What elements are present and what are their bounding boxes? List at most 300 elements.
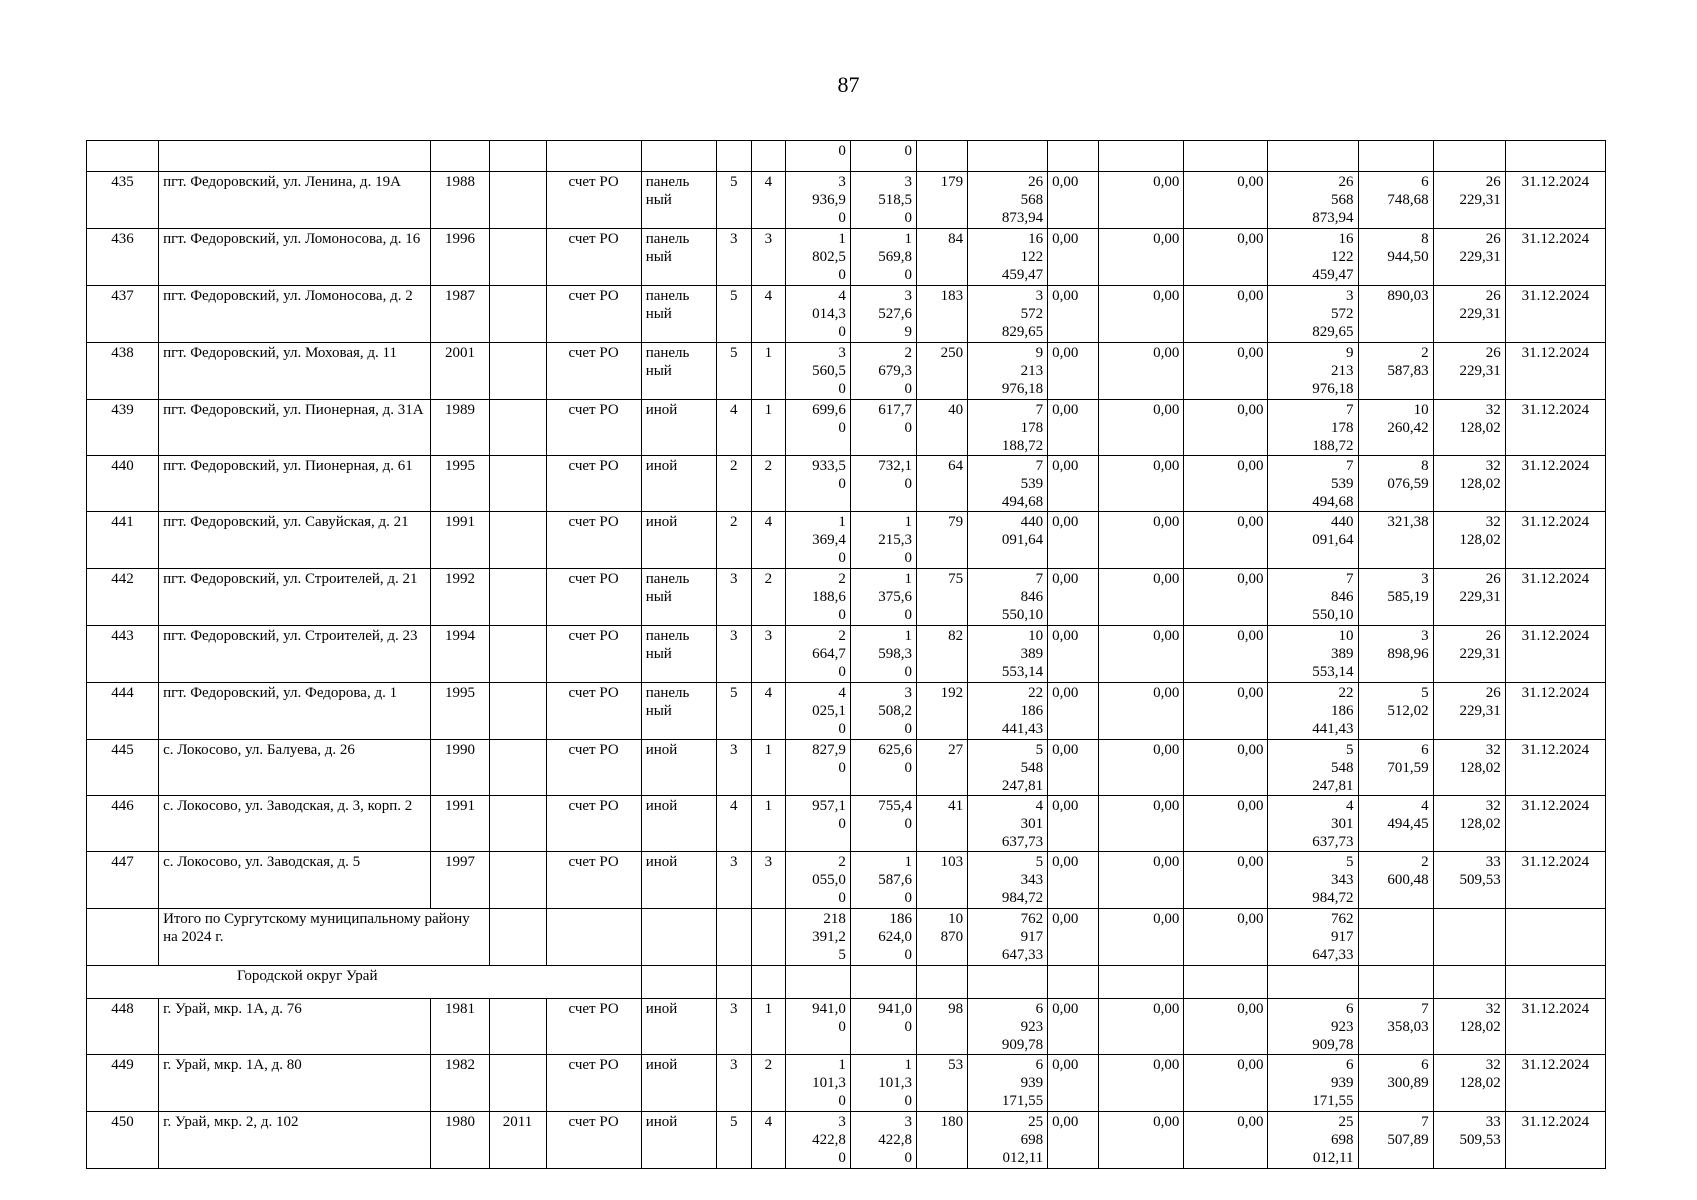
living-area-cell: 3 422,8 0 <box>850 1112 916 1169</box>
fund-owners-cell: 22 186 441,43 <box>1268 683 1358 740</box>
address-cell: пгт. Федоровский, ул. Моховая, д. 11 <box>159 343 431 400</box>
wall-material-cell: иной <box>641 999 716 1055</box>
unit-cost-cell: 6 748,68 <box>1358 172 1433 229</box>
cost-cell: 22 186 441,43 <box>968 683 1048 740</box>
living-area-cell: 941,0 0 <box>850 999 916 1055</box>
max-unit-cost-cell: 32 128,02 <box>1433 400 1505 456</box>
living-area-cell: 755,4 0 <box>850 796 916 852</box>
unit-cost-cell: 321,38 <box>1358 512 1433 569</box>
residents-cell: 180 <box>917 1112 968 1169</box>
residents-cell: 103 <box>917 852 968 909</box>
address-cell: г. Урай, мкр. 2, д. 102 <box>159 1112 431 1169</box>
residents-cell: 192 <box>917 683 968 740</box>
fund-federal-cell: 0,00 <box>1048 999 1099 1055</box>
row-number-cell: 440 <box>87 456 159 512</box>
residents-cell: 27 <box>917 740 968 796</box>
residents-cell: 84 <box>917 229 968 286</box>
row-number-cell: 441 <box>87 512 159 569</box>
fund-source-cell: счет РО <box>546 1112 641 1169</box>
table-cell <box>716 141 751 172</box>
total-area-cell: 957,1 0 <box>785 796 850 852</box>
fund-regional-cell: 0,00 <box>1099 740 1184 796</box>
living-area-cell: 1 598,3 0 <box>850 626 916 683</box>
fund-regional-cell: 0,00 <box>1099 286 1184 343</box>
year-built-cell: 1988 <box>431 172 489 229</box>
table-cell <box>716 909 751 966</box>
year-commission-cell <box>489 456 546 512</box>
cost-cell: 6 939 171,55 <box>968 1055 1048 1112</box>
table-cell <box>489 141 546 172</box>
table-cell <box>968 141 1048 172</box>
wall-material-cell: иной <box>641 796 716 852</box>
address-cell: пгт. Федоровский, ул. Федорова, д. 1 <box>159 683 431 740</box>
entrances-cell: 1 <box>751 999 785 1055</box>
floors-cell: 3 <box>716 740 751 796</box>
subtotal-label: Итого по Сургутскому муниципальному району на 2024 г. <box>159 909 489 966</box>
row-number-cell: 447 <box>87 852 159 909</box>
year-commission-cell <box>489 229 546 286</box>
fund-source-cell: счет РО <box>546 999 641 1055</box>
fund-source-cell: счет РО <box>546 172 641 229</box>
year-built-cell: 1997 <box>431 852 489 909</box>
fund-federal-cell: 0,00 <box>1048 569 1099 626</box>
fund-owners-cell: 7 178 188,72 <box>1268 400 1358 456</box>
unit-cost-cell: 2 600,48 <box>1358 852 1433 909</box>
year-built-cell: 1991 <box>431 512 489 569</box>
fund-local-cell: 0,00 <box>1184 1055 1268 1112</box>
wall-material-cell: иной <box>641 512 716 569</box>
fund-regional-cell: 0,00 <box>1099 172 1184 229</box>
year-commission-cell <box>489 626 546 683</box>
fund-owners-cell: 10 389 553,14 <box>1268 626 1358 683</box>
table-cell <box>1099 141 1184 172</box>
max-unit-cost-cell: 32 128,02 <box>1433 999 1505 1055</box>
address-cell: пгт. Федоровский, ул. Пионерная, д. 61 <box>159 456 431 512</box>
floors-cell: 3 <box>716 1055 751 1112</box>
total-area-cell: 2 055,0 0 <box>785 852 850 909</box>
subtotal-living-area: 186 624,0 0 <box>850 909 916 966</box>
wall-material-cell: панель ный <box>641 626 716 683</box>
fund-owners-cell: 440 091,64 <box>1268 512 1358 569</box>
fund-local-cell: 0,00 <box>1184 343 1268 400</box>
table-cell: 0 <box>850 141 916 172</box>
year-commission-cell <box>489 1055 546 1112</box>
max-unit-cost-cell: 26 229,31 <box>1433 172 1505 229</box>
fund-owners-cell: 5 343 984,72 <box>1268 852 1358 909</box>
total-area-cell: 1 101,3 0 <box>785 1055 850 1112</box>
wall-material-cell: иной <box>641 852 716 909</box>
deadline-cell: 31.12.2024 <box>1505 740 1605 796</box>
wall-material-cell: иной <box>641 740 716 796</box>
total-area-cell: 4 025,1 0 <box>785 683 850 740</box>
entrances-cell: 4 <box>751 172 785 229</box>
living-area-cell: 1 375,6 0 <box>850 569 916 626</box>
entrances-cell: 2 <box>751 456 785 512</box>
residents-cell: 179 <box>917 172 968 229</box>
cost-cell: 25 698 012,11 <box>968 1112 1048 1169</box>
fund-owners-cell: 6 923 909,78 <box>1268 999 1358 1055</box>
table-cell <box>968 966 1048 999</box>
living-area-cell: 1 101,3 0 <box>850 1055 916 1112</box>
fund-regional-cell: 0,00 <box>1099 626 1184 683</box>
living-area-cell: 1 569,8 0 <box>850 229 916 286</box>
address-cell: пгт. Федоровский, ул. Ленина, д. 19А <box>159 172 431 229</box>
table-cell: 0 <box>785 141 850 172</box>
entrances-cell: 3 <box>751 626 785 683</box>
fund-local-cell: 0,00 <box>1184 796 1268 852</box>
floors-cell: 5 <box>716 343 751 400</box>
unit-cost-cell: 5 512,02 <box>1358 683 1433 740</box>
deadline-cell: 31.12.2024 <box>1505 343 1605 400</box>
total-area-cell: 3 422,8 0 <box>785 1112 850 1169</box>
wall-material-cell: иной <box>641 400 716 456</box>
entrances-cell: 2 <box>751 1055 785 1112</box>
cost-cell: 16 122 459,47 <box>968 229 1048 286</box>
wall-material-cell: панель ный <box>641 229 716 286</box>
entrances-cell: 1 <box>751 740 785 796</box>
max-unit-cost-cell: 32 128,02 <box>1433 796 1505 852</box>
address-cell: пгт. Федоровский, ул. Ломоносова, д. 16 <box>159 229 431 286</box>
total-area-cell: 2 188,6 0 <box>785 569 850 626</box>
year-built-cell: 1987 <box>431 286 489 343</box>
year-built-cell: 1980 <box>431 1112 489 1169</box>
floors-cell: 3 <box>716 852 751 909</box>
fund-federal-cell: 0,00 <box>1048 172 1099 229</box>
residents-cell: 98 <box>917 999 968 1055</box>
floors-cell: 4 <box>716 796 751 852</box>
year-commission-cell <box>489 512 546 569</box>
table-row <box>87 626 1606 683</box>
year-commission-cell <box>489 683 546 740</box>
fund-owners-cell: 4 301 637,73 <box>1268 796 1358 852</box>
table-cell <box>1099 966 1184 999</box>
table-cell <box>641 966 716 999</box>
fund-regional-cell: 0,00 <box>1099 456 1184 512</box>
table-row <box>87 569 1606 626</box>
residents-cell: 82 <box>917 626 968 683</box>
cost-cell: 26 568 873,94 <box>968 172 1048 229</box>
unit-cost-cell: 6 300,89 <box>1358 1055 1433 1112</box>
fund-regional-cell: 0,00 <box>1099 512 1184 569</box>
fund-source-cell: счет РО <box>546 229 641 286</box>
total-area-cell: 2 664,7 0 <box>785 626 850 683</box>
cost-cell: 7 539 494,68 <box>968 456 1048 512</box>
fund-federal-cell: 0,00 <box>1048 400 1099 456</box>
table-cell <box>1048 966 1099 999</box>
fund-source-cell: счет РО <box>546 286 641 343</box>
entrances-cell: 4 <box>751 512 785 569</box>
fund-source-cell: счет РО <box>546 343 641 400</box>
row-number-cell: 438 <box>87 343 159 400</box>
subtotal-fund-federal: 0,00 <box>1048 909 1099 966</box>
max-unit-cost-cell: 32 128,02 <box>1433 512 1505 569</box>
table-cell <box>917 966 968 999</box>
year-commission-cell <box>489 740 546 796</box>
fund-federal-cell: 0,00 <box>1048 626 1099 683</box>
fund-owners-cell: 5 548 247,81 <box>1268 740 1358 796</box>
fund-local-cell: 0,00 <box>1184 456 1268 512</box>
table-cell <box>489 909 546 966</box>
subtotal-fund-owners: 762 917 647,33 <box>1268 909 1358 966</box>
deadline-cell: 31.12.2024 <box>1505 456 1605 512</box>
page-number: 87 <box>837 72 860 97</box>
fund-federal-cell: 0,00 <box>1048 796 1099 852</box>
fund-local-cell: 0,00 <box>1184 626 1268 683</box>
table-cell <box>1268 966 1358 999</box>
max-unit-cost-cell: 26 229,31 <box>1433 569 1505 626</box>
table-cell <box>1358 966 1433 999</box>
total-area-cell: 1 802,5 0 <box>785 229 850 286</box>
wall-material-cell: панель ный <box>641 172 716 229</box>
max-unit-cost-cell: 32 128,02 <box>1433 740 1505 796</box>
entrances-cell: 2 <box>751 569 785 626</box>
row-number-cell: 446 <box>87 796 159 852</box>
residents-cell: 64 <box>917 456 968 512</box>
floors-cell: 5 <box>716 683 751 740</box>
table-cell <box>1358 141 1433 172</box>
cost-cell: 7 846 550,10 <box>968 569 1048 626</box>
table-cell <box>159 141 431 172</box>
row-number-cell: 443 <box>87 626 159 683</box>
total-area-cell: 1 369,4 0 <box>785 512 850 569</box>
unit-cost-cell: 7 507,89 <box>1358 1112 1433 1169</box>
fund-federal-cell: 0,00 <box>1048 740 1099 796</box>
wall-material-cell: панель ный <box>641 343 716 400</box>
residents-cell: 41 <box>917 796 968 852</box>
living-area-cell: 617,7 0 <box>850 400 916 456</box>
floors-cell: 5 <box>716 172 751 229</box>
table-cell <box>785 966 850 999</box>
table-row <box>87 456 1606 512</box>
deadline-cell: 31.12.2024 <box>1505 626 1605 683</box>
cost-cell: 5 548 247,81 <box>968 740 1048 796</box>
fund-local-cell: 0,00 <box>1184 683 1268 740</box>
deadline-cell: 31.12.2024 <box>1505 229 1605 286</box>
floors-cell: 3 <box>716 569 751 626</box>
max-unit-cost-cell: 26 229,31 <box>1433 683 1505 740</box>
fund-source-cell: счет РО <box>546 512 641 569</box>
wall-material-cell: панель ный <box>641 683 716 740</box>
table-cell <box>1184 966 1268 999</box>
subtotal-fund-local: 0,00 <box>1184 909 1268 966</box>
fund-regional-cell: 0,00 <box>1099 343 1184 400</box>
total-area-cell: 699,6 0 <box>785 400 850 456</box>
year-built-cell: 1989 <box>431 400 489 456</box>
residents-cell: 250 <box>917 343 968 400</box>
unit-cost-cell: 3 898,96 <box>1358 626 1433 683</box>
table-row <box>87 512 1606 569</box>
year-commission-cell <box>489 569 546 626</box>
table-cell <box>1268 141 1358 172</box>
fund-local-cell: 0,00 <box>1184 172 1268 229</box>
table-cell <box>716 966 751 999</box>
fund-federal-cell: 0,00 <box>1048 286 1099 343</box>
table-cell <box>1358 909 1433 966</box>
deadline-cell: 31.12.2024 <box>1505 286 1605 343</box>
unit-cost-cell: 10 260,42 <box>1358 400 1433 456</box>
unit-cost-cell: 8 076,59 <box>1358 456 1433 512</box>
total-area-cell: 3 560,5 0 <box>785 343 850 400</box>
living-area-cell: 3 518,5 0 <box>850 172 916 229</box>
floors-cell: 5 <box>716 1112 751 1169</box>
table-cell <box>1433 966 1505 999</box>
subtotal-residents: 10 870 <box>917 909 968 966</box>
row-number-cell: 445 <box>87 740 159 796</box>
fund-regional-cell: 0,00 <box>1099 1055 1184 1112</box>
fund-source-cell: счет РО <box>546 852 641 909</box>
fund-regional-cell: 0,00 <box>1099 683 1184 740</box>
entrances-cell: 4 <box>751 683 785 740</box>
living-area-cell: 625,6 0 <box>850 740 916 796</box>
table-row <box>87 852 1606 909</box>
address-cell: пгт. Федоровский, ул. Строителей, д. 23 <box>159 626 431 683</box>
entrances-cell: 1 <box>751 400 785 456</box>
fund-regional-cell: 0,00 <box>1099 569 1184 626</box>
cost-cell: 7 178 188,72 <box>968 400 1048 456</box>
floors-cell: 4 <box>716 400 751 456</box>
table-row <box>87 999 1606 1055</box>
deadline-cell: 31.12.2024 <box>1505 999 1605 1055</box>
address-cell: с. Локосово, ул. Балуева, д. 26 <box>159 740 431 796</box>
fund-federal-cell: 0,00 <box>1048 683 1099 740</box>
max-unit-cost-cell: 33 509,53 <box>1433 1112 1505 1169</box>
table-cell <box>546 141 641 172</box>
deadline-cell: 31.12.2024 <box>1505 796 1605 852</box>
entrances-cell: 1 <box>751 796 785 852</box>
table-row <box>87 683 1606 740</box>
entrances-cell: 4 <box>751 1112 785 1169</box>
fund-regional-cell: 0,00 <box>1099 1112 1184 1169</box>
subtotal-fund-regional: 0,00 <box>1099 909 1184 966</box>
total-area-cell: 827,9 0 <box>785 740 850 796</box>
residents-cell: 183 <box>917 286 968 343</box>
deadline-cell: 31.12.2024 <box>1505 400 1605 456</box>
entrances-cell: 1 <box>751 343 785 400</box>
row-number-cell: 435 <box>87 172 159 229</box>
max-unit-cost-cell: 32 128,02 <box>1433 456 1505 512</box>
unit-cost-cell: 7 358,03 <box>1358 999 1433 1055</box>
fund-owners-cell: 3 572 829,65 <box>1268 286 1358 343</box>
table-cell <box>1433 141 1505 172</box>
table-cell <box>1505 966 1605 999</box>
year-built-cell: 1994 <box>431 626 489 683</box>
residents-cell: 40 <box>917 400 968 456</box>
year-built-cell: 1995 <box>431 456 489 512</box>
cost-cell: 3 572 829,65 <box>968 286 1048 343</box>
row-number-cell: 437 <box>87 286 159 343</box>
max-unit-cost-cell: 26 229,31 <box>1433 286 1505 343</box>
max-unit-cost-cell: 26 229,31 <box>1433 626 1505 683</box>
year-commission-cell <box>489 286 546 343</box>
address-cell: пгт. Федоровский, ул. Ломоносова, д. 2 <box>159 286 431 343</box>
residents-cell: 79 <box>917 512 968 569</box>
fund-local-cell: 0,00 <box>1184 1112 1268 1169</box>
address-cell: пгт. Федоровский, ул. Пионерная, д. 31А <box>159 400 431 456</box>
row-number-cell: 448 <box>87 999 159 1055</box>
max-unit-cost-cell: 26 229,31 <box>1433 343 1505 400</box>
address-cell: пгт. Федоровский, ул. Савуйская, д. 21 <box>159 512 431 569</box>
table-cell <box>1048 141 1099 172</box>
subtotal-row <box>87 909 1606 966</box>
table-cell <box>641 141 716 172</box>
table-row <box>87 343 1606 400</box>
cost-cell: 6 923 909,78 <box>968 999 1048 1055</box>
row-number-cell: 436 <box>87 229 159 286</box>
table-cell <box>1184 141 1268 172</box>
fund-regional-cell: 0,00 <box>1099 400 1184 456</box>
deadline-cell: 31.12.2024 <box>1505 683 1605 740</box>
fund-owners-cell: 7 846 550,10 <box>1268 569 1358 626</box>
year-commission-cell <box>489 172 546 229</box>
fund-owners-cell: 25 698 012,11 <box>1268 1112 1358 1169</box>
max-unit-cost-cell: 32 128,02 <box>1433 1055 1505 1112</box>
year-commission-cell <box>489 400 546 456</box>
table-cell <box>87 909 159 966</box>
living-area-cell: 1 215,3 0 <box>850 512 916 569</box>
fund-federal-cell: 0,00 <box>1048 1112 1099 1169</box>
max-unit-cost-cell: 33 509,53 <box>1433 852 1505 909</box>
year-built-cell: 2001 <box>431 343 489 400</box>
fund-local-cell: 0,00 <box>1184 229 1268 286</box>
table-row <box>87 1112 1606 1169</box>
year-commission-cell <box>489 999 546 1055</box>
fund-regional-cell: 0,00 <box>1099 852 1184 909</box>
deadline-cell: 31.12.2024 <box>1505 1055 1605 1112</box>
cost-cell: 10 389 553,14 <box>968 626 1048 683</box>
entrances-cell: 3 <box>751 852 785 909</box>
address-cell: г. Урай, мкр. 1А, д. 80 <box>159 1055 431 1112</box>
table-cell <box>546 909 641 966</box>
year-commission-cell: 2011 <box>489 1112 546 1169</box>
address-cell: г. Урай, мкр. 1А, д. 76 <box>159 999 431 1055</box>
year-built-cell: 1995 <box>431 683 489 740</box>
wall-material-cell: панель ный <box>641 286 716 343</box>
table-cell <box>751 909 785 966</box>
year-built-cell: 1981 <box>431 999 489 1055</box>
cost-cell: 4 301 637,73 <box>968 796 1048 852</box>
row-number-cell: 450 <box>87 1112 159 1169</box>
cost-cell: 9 213 976,18 <box>968 343 1048 400</box>
section-title: Городской округ Урай <box>87 966 642 999</box>
table-row <box>87 1055 1606 1112</box>
deadline-cell: 31.12.2024 <box>1505 512 1605 569</box>
fund-local-cell: 0,00 <box>1184 512 1268 569</box>
wall-material-cell: иной <box>641 456 716 512</box>
wall-material-cell: иной <box>641 1112 716 1169</box>
fund-source-cell: счет РО <box>546 456 641 512</box>
deadline-cell: 31.12.2024 <box>1505 172 1605 229</box>
table-row <box>87 229 1606 286</box>
fund-source-cell: счет РО <box>546 400 641 456</box>
fund-federal-cell: 0,00 <box>1048 852 1099 909</box>
deadline-cell: 31.12.2024 <box>1505 569 1605 626</box>
living-area-cell: 2 679,3 0 <box>850 343 916 400</box>
table-cell <box>850 966 916 999</box>
year-built-cell: 1996 <box>431 229 489 286</box>
residents-cell: 75 <box>917 569 968 626</box>
fund-federal-cell: 0,00 <box>1048 456 1099 512</box>
unit-cost-cell: 890,03 <box>1358 286 1433 343</box>
living-area-cell: 3 527,6 9 <box>850 286 916 343</box>
table-row <box>87 796 1606 852</box>
subtotal-cost: 762 917 647,33 <box>968 909 1048 966</box>
fund-owners-cell: 6 939 171,55 <box>1268 1055 1358 1112</box>
fund-source-cell: счет РО <box>546 796 641 852</box>
floors-cell: 5 <box>716 286 751 343</box>
fund-source-cell: счет РО <box>546 626 641 683</box>
total-area-cell: 3 936,9 0 <box>785 172 850 229</box>
total-area-cell: 941,0 0 <box>785 999 850 1055</box>
